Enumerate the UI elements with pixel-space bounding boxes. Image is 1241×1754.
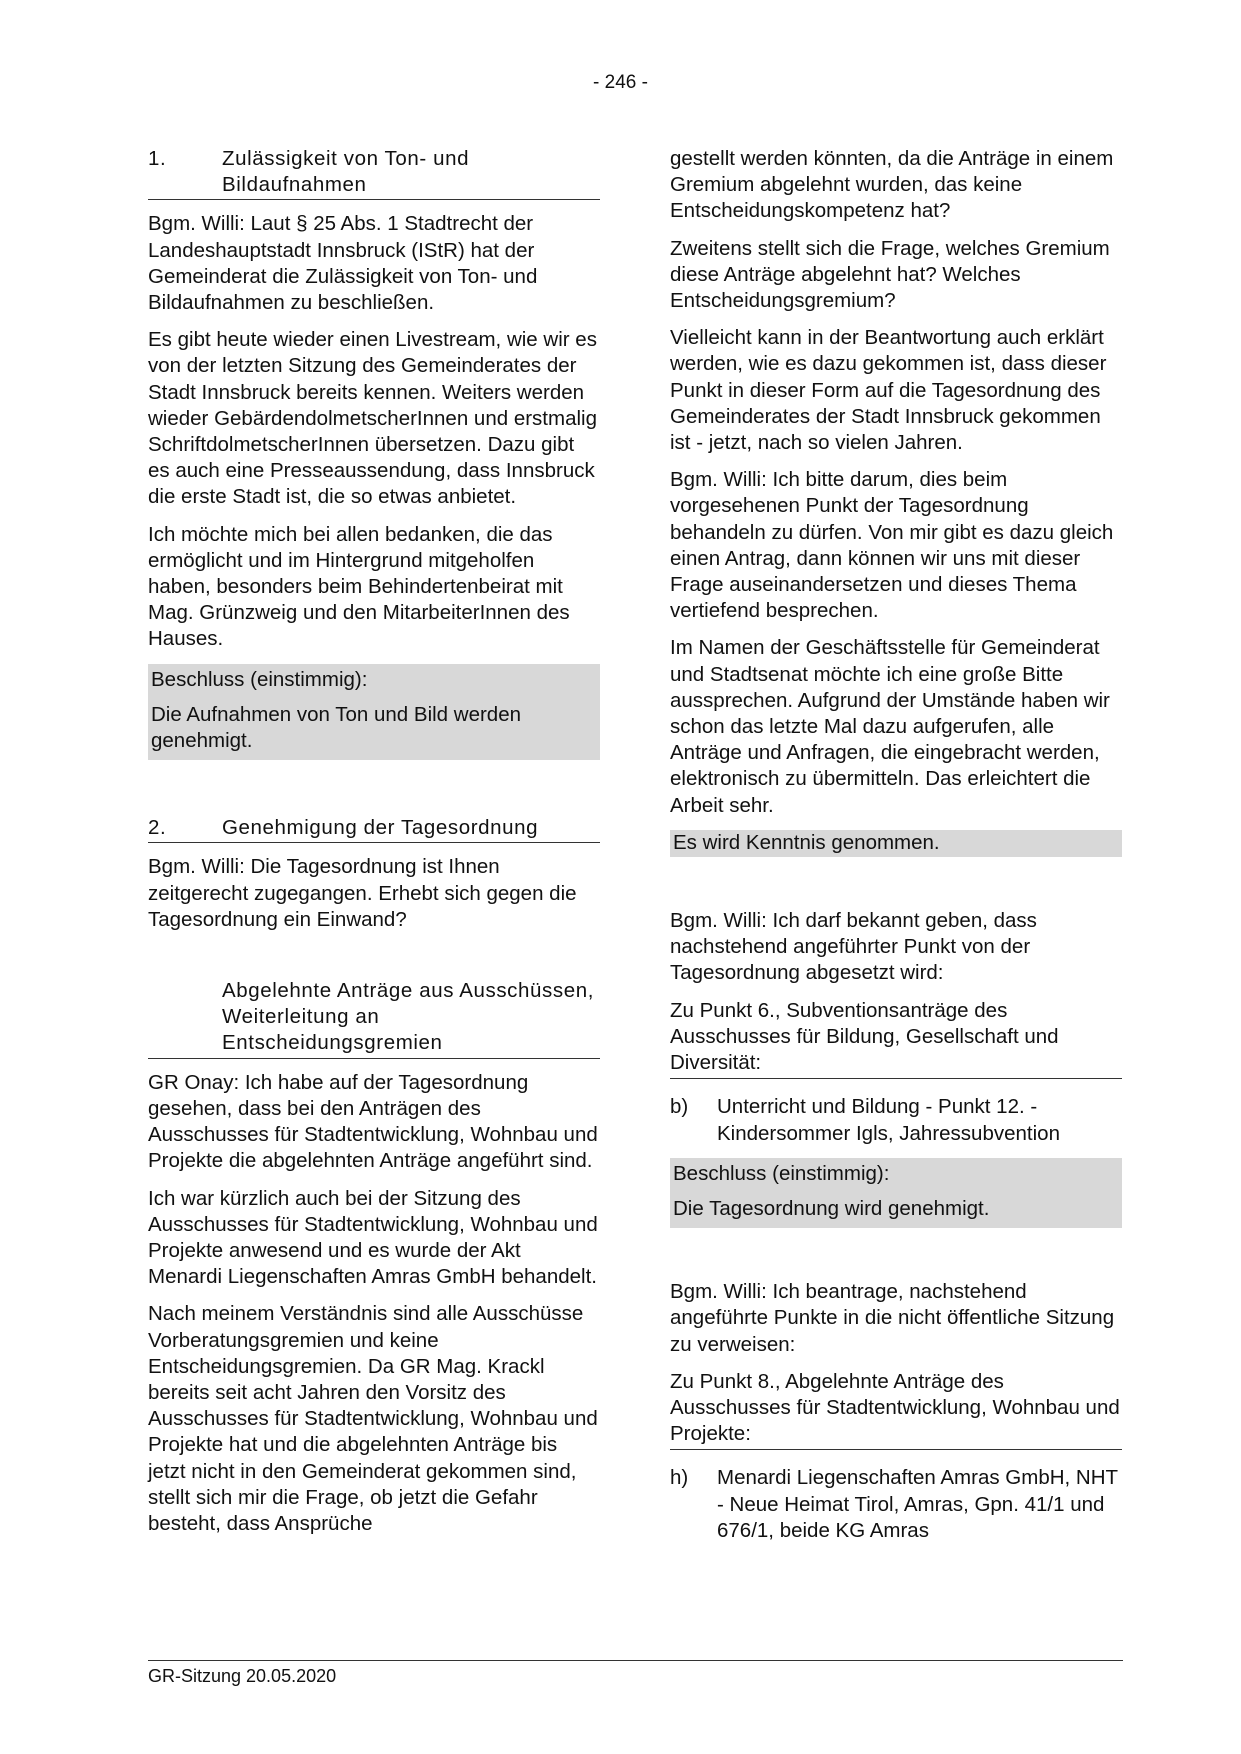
subsection-paragraph-1: GR Onay: Ich habe auf der Tagesordnung gesehen, dass bei den Anträgen des Ausschusses für Stadtentwicklung, Wohnbau und Projekte die abgelehnten Anträge angeführt sind. [148,1070,598,1173]
section-2-heading [148,815,600,843]
list-marker-h: h) [670,1466,689,1490]
subsection-paragraph-2: Ich war kürzlich auch bei der Sitzung des Ausschusses für Stadtentwicklung, Wohnbau und Projekte anwesend und es wurde der Akt Menardi Liegenschaften Amras GmbH behandelt. [148,1186,598,1289]
right-paragraph-1: gestellt werden könnten, da die Anträge in einem Gremium abgelehnt wurden, das keine Entscheidungskompetenz hat? [670,147,1114,223]
list-item-h [670,1465,1122,1544]
section-1-paragraph-1: Bgm. Willi: Laut § 25 Abs. 1 Stadtrecht der Landeshauptstadt Innsbruck (IStR) hat der Gemeinderat die Zulässigkeit von Ton- und Bildaufnahmen zu beschließen. [148,212,538,315]
list-text-h: Menardi Liegenschaften Amras GmbH, NHT - Neue Heimat Tirol, Amras, Gpn. 41/1 und 676/1, beide KG Amras [717,1466,1118,1542]
section-2-paragraph-1: Bgm. Willi: Die Tagesordnung ist Ihnen zeitgerecht zugegangen. Erhebt sich gegen die Tagesordnung ein Einwand? [148,855,577,931]
acknowledgement-note: Es wird Kenntnis genommen. [670,830,1122,857]
right-paragraph-6: Bgm. Willi: Ich darf bekannt geben, dass nachstehend angeführter Punkt von der Tagesordnung abgesetzt wird: [670,909,1037,985]
section-1-paragraph-3: Ich möchte mich bei allen bedanken, die das ermöglicht und im Hintergrund mitgeholfen haben, besonders beim Behindertenbeirat mit Mag. Grünzweig und den MitarbeiterInnen des Hauses. [148,522,570,651]
right-paragraph-2: Zweitens stellt sich die Frage, welches Gremium diese Anträge abgelehnt hat? Welches Entscheidungsgremium? [670,236,1110,313]
right-paragraph-4: Bgm. Willi: Ich bitte darum, dies beim vorgesehenen Punkt der Tagesordnung behandeln zu dürfen. Von mir gibt es dazu gleich einen Antrag, dann können wir uns mit dieser Frage auseinandersetzen und dieses Thema vertiefend besprechen. [670,468,1114,623]
subsection-heading [148,978,600,1059]
page-number: - 246 - [593,72,648,93]
decision-text: Die Aufnahmen von Ton und Bild werden genehmigt. [151,702,522,753]
subsection-title: Abgelehnte Anträge aus Ausschüssen, Weiterleitung an Entscheidungsgremien [222,979,595,1055]
footer-text: GR-Sitzung 20.05.2020 [148,1666,337,1686]
decision-label: Beschluss (einstimmig): [151,667,368,691]
decision-label: Beschluss (einstimmig): [673,1161,890,1185]
section-1-decision-box [148,664,600,761]
list-item-b [670,1094,1122,1146]
section-2-title: Genehmigung der Tagesordnung [222,816,539,840]
right-paragraph-7: Bgm. Willi: Ich beantrage, nachstehend angeführte Punkte in die nicht öffentliche Sitzung zu verweisen: [670,1280,1115,1356]
section-1-paragraph-2: Es gibt heute wieder einen Livestream, wie wir es von der letzten Sitzung des Gemeinderates der Stadt Innsbruck bereits kennen. Weiters werden wieder GebärdendolmetscherInnen und erstmalig SchriftdolmetscherInnen übersetzen. Dazu gibt es auch eine Presseaussendung, dass Innsbruck die erste Stadt ist, die so etwas anbietet. [148,328,597,509]
section-1-number: 1. [148,147,167,170]
point-8-heading: Zu Punkt 8., Abgelehnte Anträge des Ausschusses für Stadtentwicklung, Wohnbau und Projekte: [670,1369,1122,1451]
list-text-b: Unterricht und Bildung - Punkt 12. - Kindersommer Igls, Jahressubvention [717,1095,1060,1145]
right-paragraph-3: Vielleicht kann in der Beantwortung auch erklärt werden, wie es dazu gekommen ist, dass dieser Punkt in dieser Form auf die Tagesordnung des Gemeinderates der Stadt Innsbruck gekommen ist - jetzt, nach so vielen Jahren. [670,326,1107,455]
decision-text: Die Tagesordnung wird genehmigt. [673,1196,990,1220]
right-paragraph-5: Im Namen der Geschäftsstelle für Gemeinderat und Stadtsenat möchte ich eine große Bitte aussprechen. Aufgrund der Umstände haben wir schon das letzte Mal dazu aufgerufen, alle Anträge und Anfragen, die eingebracht werden, elektronisch zu übermitteln. Das erleichtert die Arbeit sehr. [670,636,1110,817]
section-1-heading [148,146,600,200]
left-column [148,146,600,1548]
section-2-decision-box [670,1158,1122,1228]
section-2-number: 2. [148,816,167,840]
subsection-paragraph-3: Nach meinem Verständnis sind alle Ausschüsse Vorberatungsgremien und keine Entscheidungsgremien. Da GR Mag. Krackl bereits seit acht Jahren den Vorsitz des Ausschusses für Stadtentwicklung, Wohnbau und Projekte hat und die abgelehnten Anträge bis jetzt nicht in den Gemeinderat gekommen sind, stellt sich mir die Frage, ob jetzt die Gefahr besteht, dass Ansprüche [148,1302,598,1535]
list-marker-b: b) [670,1095,689,1119]
point-6-heading: Zu Punkt 6., Subventionsanträge des Ausschusses für Bildung, Gesellschaft und Diversität: [670,998,1122,1080]
section-1-title: Zulässigkeit von Ton- und Bildaufnahmen [222,147,470,197]
footer-divider [148,1660,1123,1661]
right-column [670,146,1122,1555]
